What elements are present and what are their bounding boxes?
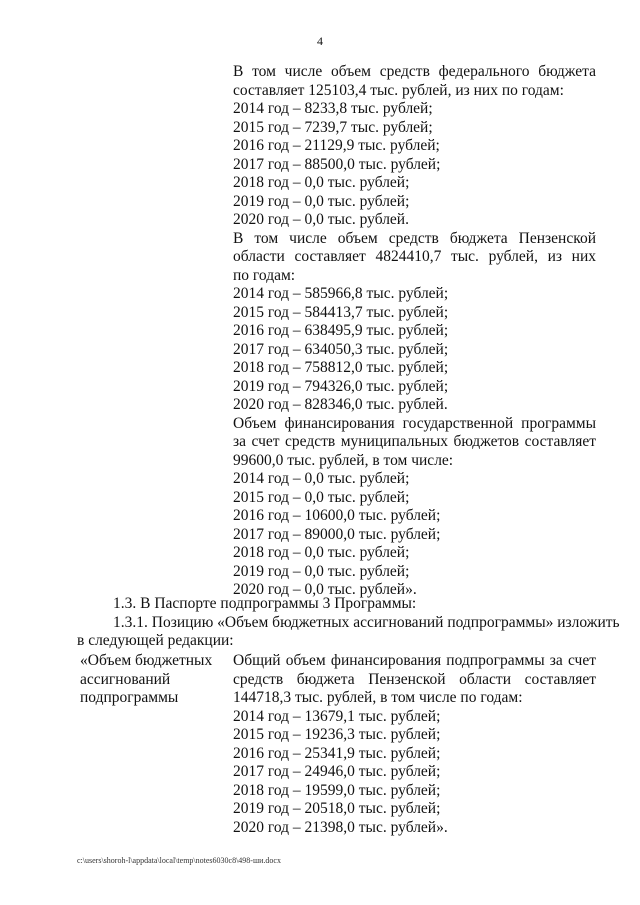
passport-text-line: Общий объем финансирования подпрограммы за счет	[233, 652, 596, 669]
municipal-intro-line: за счет средств муниципальных бюджетов составляет	[233, 433, 596, 450]
municipal-year-line: 2017 год – 89000,0 тыс. рублей;	[233, 525, 441, 543]
regional-intro-line: В том числе объем средств бюджета Пензенской	[233, 229, 596, 247]
passport-label-line: подпрограммы	[80, 689, 179, 706]
municipal-year-line: 2016 год – 10600,0 тыс. рублей;	[233, 507, 441, 524]
regional-intro-line: по годам:	[233, 266, 296, 284]
regional-intro-line: области составляет 4824410,7 тыс. рублей, из них	[233, 248, 596, 265]
federal-year-line: 2017 год – 88500,0 тыс. рублей;	[233, 155, 441, 173]
regional-year-line: 2014 год – 585966,8 тыс. рублей;	[233, 285, 449, 302]
regional-year-line: 2015 год – 584413,7 тыс. рублей;	[233, 303, 449, 321]
municipal-year-line: 2018 год – 0,0 тыс. рублей;	[233, 544, 410, 561]
municipal-year-line: 2014 год – 0,0 тыс. рублей;	[233, 470, 410, 487]
passport-label-cell	[80, 652, 225, 708]
footer-file-path: c:\users\shoroh-l\appdata\local\temp\notes6030c8\498-ши.docx	[77, 856, 281, 865]
federal-year-line: 2020 год – 0,0 тыс. рублей.	[233, 211, 409, 228]
passport-text-line: 144718,3 тыс. рублей, в том числе по годам:	[233, 689, 523, 706]
funding-sources-block	[233, 63, 596, 600]
passport-year-line: 2014 год – 13679,1 тыс. рублей;	[233, 707, 441, 725]
federal-intro-line: В том числе объем средств федерального бюджета	[233, 63, 596, 80]
passport-year-line: 2017 год – 24946,0 тыс. рублей;	[233, 763, 441, 780]
federal-year-line: 2014 год – 8233,8 тыс. рублей;	[233, 100, 433, 117]
section-amendment	[77, 595, 620, 651]
page-number: 4	[317, 34, 323, 48]
regional-year-line: 2016 год – 638495,9 тыс. рублей;	[233, 322, 449, 339]
federal-year-line: 2019 год – 0,0 тыс. рублей;	[233, 192, 410, 210]
federal-year-line: 2015 год – 7239,7 тыс. рублей;	[233, 118, 433, 136]
municipal-year-line: 2019 год – 0,0 тыс. рублей;	[233, 562, 410, 580]
passport-year-line: 2015 год – 19236,3 тыс. рублей;	[233, 726, 441, 743]
federal-year-line: 2016 год – 21129,9 тыс. рублей;	[233, 137, 440, 154]
municipal-intro-line: Объем финансирования государственной программы	[233, 414, 596, 432]
passport-label-line: ассигнований	[80, 670, 171, 688]
regional-year-line: 2019 год – 794326,0 тыс. рублей;	[233, 377, 449, 395]
passport-year-line: 2019 год – 20518,0 тыс. рублей;	[233, 800, 441, 817]
passport-text-cell	[233, 652, 596, 837]
subitem-text-line: в следующей редакции:	[77, 632, 234, 649]
regional-year-line: 2018 год – 758812,0 тыс. рублей;	[233, 359, 449, 376]
passport-text-line: средств бюджета Пензенской области составляет	[233, 670, 596, 688]
federal-year-line: 2018 год – 0,0 тыс. рублей;	[233, 174, 410, 191]
federal-intro-line: составляет 125103,4 тыс. рублей, из них по годам:	[233, 81, 564, 99]
passport-year-line: 2020 год – 21398,0 тыс. рублей».	[233, 818, 448, 836]
municipal-year-line: 2015 год – 0,0 тыс. рублей;	[233, 488, 410, 506]
regional-year-line: 2020 год – 828346,0 тыс. рублей.	[233, 396, 448, 413]
passport-label-line: «Объем бюджетных	[80, 652, 213, 669]
passport-year-line: 2016 год – 25341,9 тыс. рублей;	[233, 744, 441, 762]
section-heading: 1.3. В Паспорте подпрограммы 3 Программы:	[113, 595, 417, 612]
municipal-year-line: 2020 год – 0,0 тыс. рублей».	[233, 581, 417, 598]
municipal-intro-line: 99600,0 тыс. рублей, в том числе:	[233, 451, 454, 469]
regional-year-line: 2017 год – 634050,3 тыс. рублей;	[233, 340, 449, 358]
passport-year-line: 2018 год – 19599,0 тыс. рублей;	[233, 781, 441, 799]
subitem-text-line: 1.3.1. Позицию «Объем бюджетных ассигнований подпрограммы» изложить	[113, 613, 620, 631]
